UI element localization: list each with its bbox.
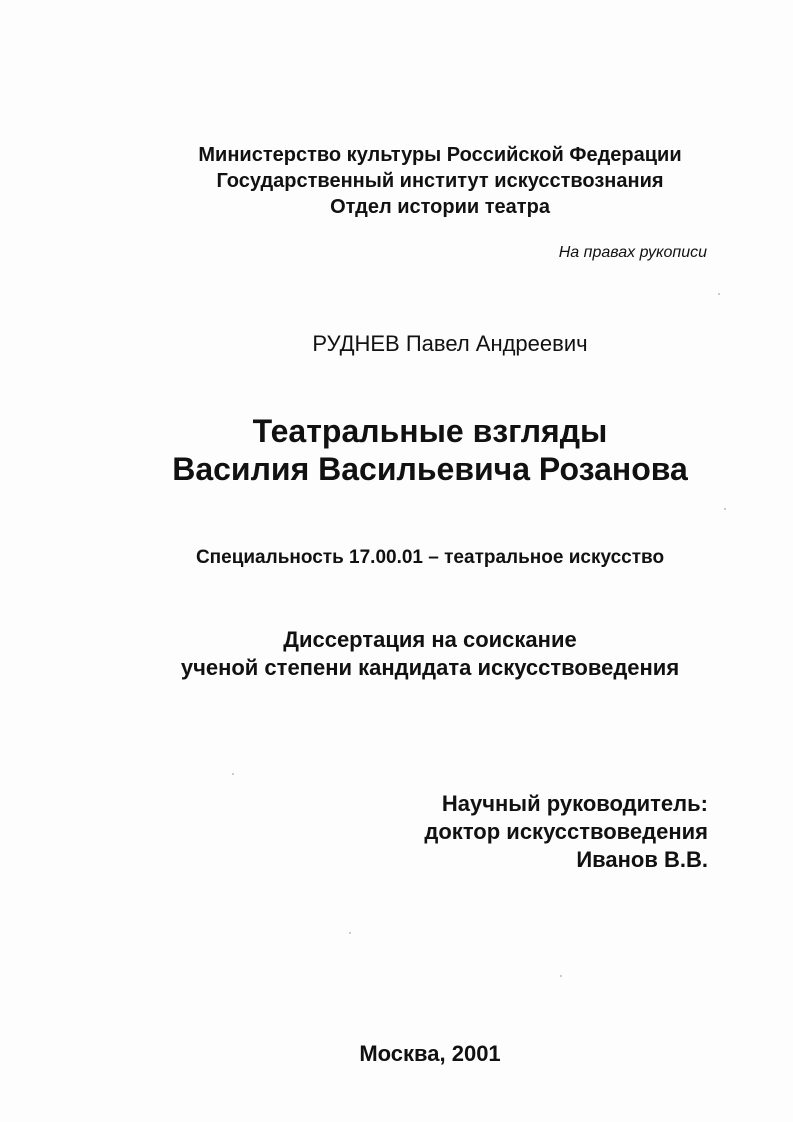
ministry-name: Министерство культуры Российской Федерации [198, 144, 682, 166]
supervisor-degree: доктор искусствоведения [424, 819, 708, 844]
scan-speck [349, 932, 351, 934]
supervisor-block [350, 790, 708, 874]
author-name: РУДНЕВ Павел Андреевич [312, 331, 588, 356]
scan-speck [560, 975, 562, 977]
institution-block [140, 142, 740, 220]
department-name: Отдел истории театра [330, 196, 550, 218]
scan-speck [724, 508, 726, 510]
supervisor-role: Научный руководитель: [441, 791, 708, 816]
degree-line-1: Диссертация на соискание [283, 627, 577, 652]
title-line-1: Театральные взгляды [252, 413, 608, 449]
degree-line-2: ученой степени кандидата искусствоведения [180, 655, 680, 680]
dissertation-degree-block [80, 626, 780, 682]
institute-name: Государственный институт искусствознания [216, 170, 664, 192]
supervisor-name: Иванов В.В. [576, 847, 708, 872]
manuscript-rights-note: На правах рукописи [558, 244, 707, 261]
specialty-line: Специальность 17.00.01 – театральное искусство [195, 547, 665, 568]
scan-speck [232, 773, 234, 775]
dissertation-title [80, 412, 780, 488]
scan-speck [718, 293, 720, 295]
city-year: Москва, 2001 [359, 1041, 501, 1066]
title-line-2: Василия Васильевича Розанова [172, 451, 688, 487]
